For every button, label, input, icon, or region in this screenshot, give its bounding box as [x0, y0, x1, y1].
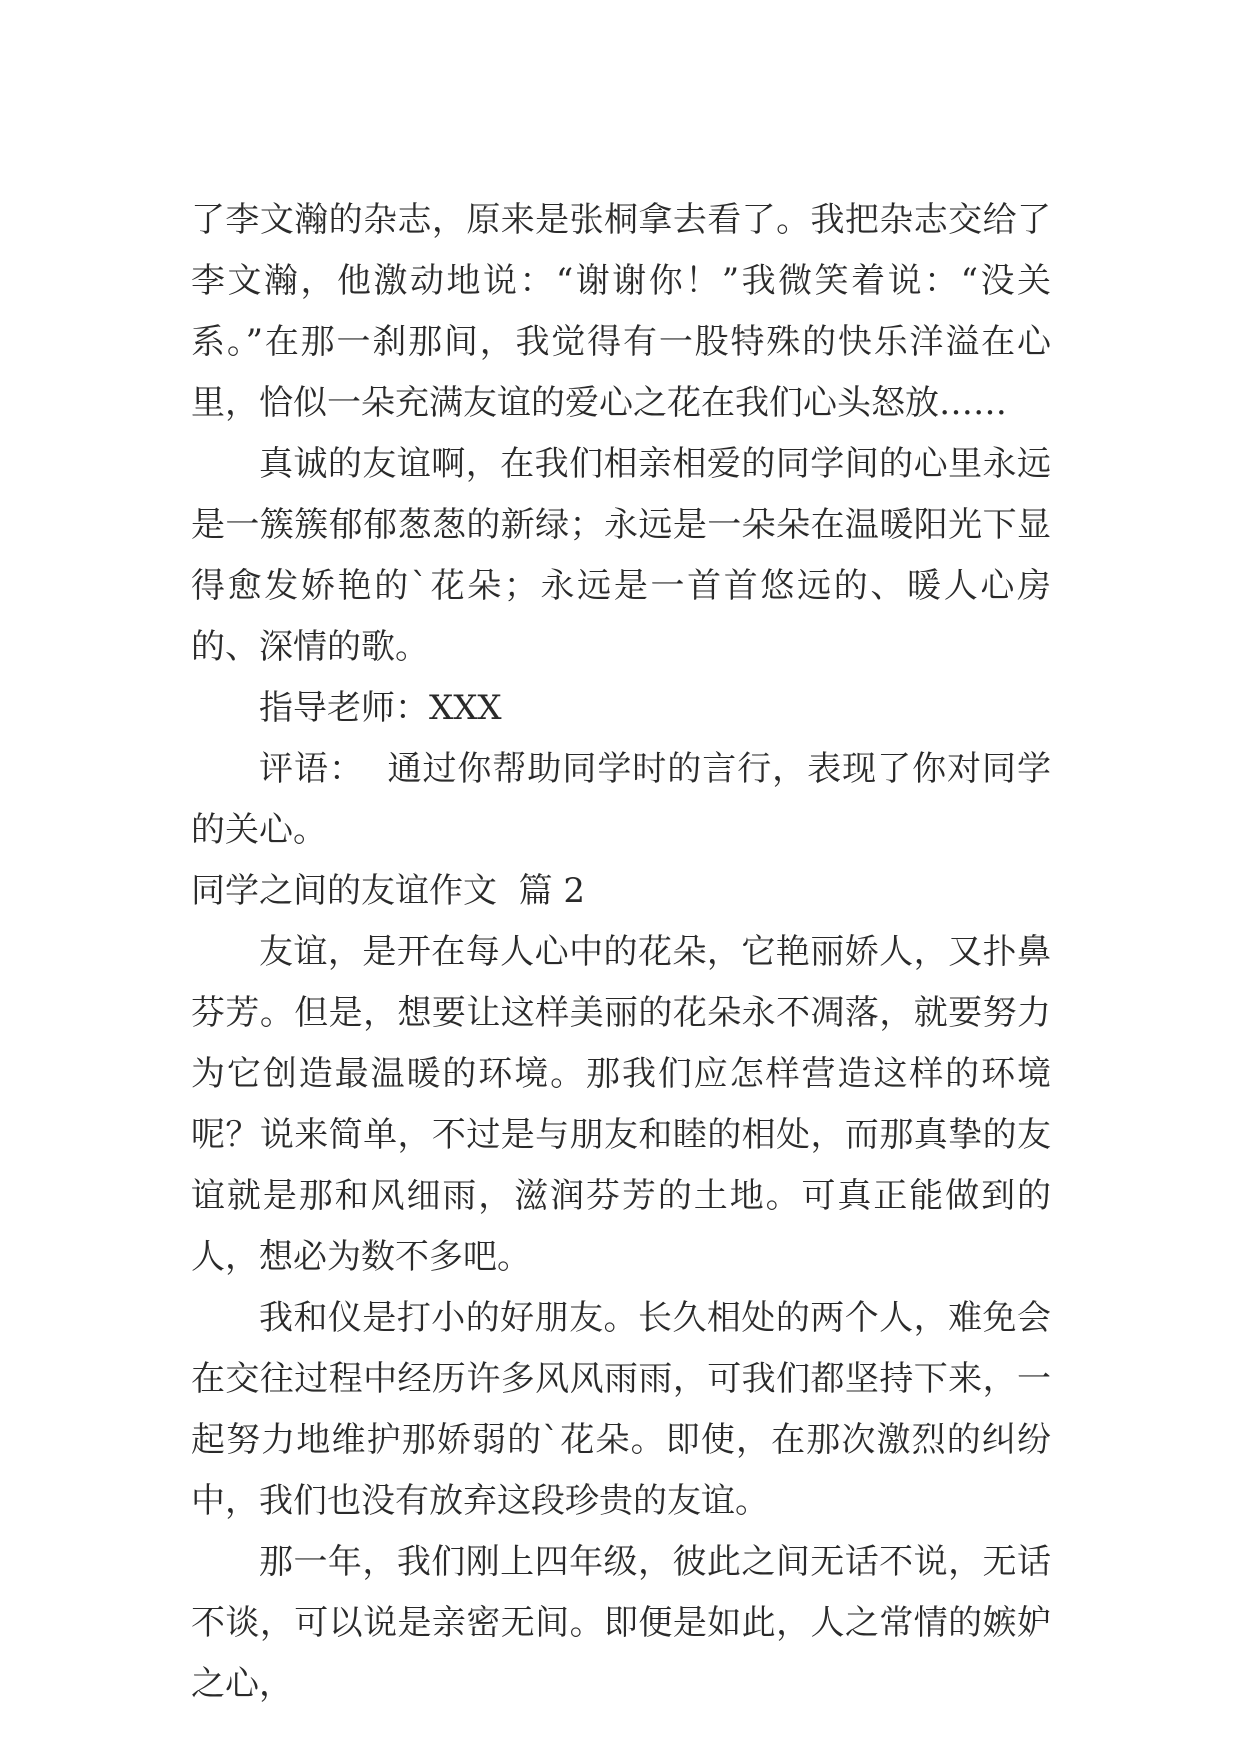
section-heading: 同学之间的友谊作文 篇 2	[191, 871, 586, 911]
paragraph-friendship-flower: 友谊，是开在每人心中的花朵，它艳丽娇人，又扑鼻芬芳。但是，想要让这样美丽的花朵永不凋落，就要努力为它创造最温暖的环境。那我们应怎样营造这样的环境呢？说来简单，不过是与朋友和睦的相处，而那真挚的友谊就是那和风细雨，滋润芬芳的土地。可真正能做到的人，想必为数不多吧。	[191, 932, 1051, 1277]
paragraph-continuation: 了李文瀚的杂志，原来是张桐拿去看了。我把杂志交给了李文瀚，他激动地说：“谢谢你！”我微笑着说：“没关系。”在那一刹那间，我觉得有一股特殊的快乐洋溢在心里，恰似一朵充满友谊的爱心之花在我们心头怒放……	[191, 200, 1051, 423]
teacher-comment: 评语： 通过你帮助同学时的言行，表现了你对同学的关心。	[191, 749, 1051, 850]
paragraph-childhood-friend: 我和仪是打小的好朋友。长久相处的两个人，难免会在交往过程中经历许多风风雨雨，可我们都坚持下来，一起努力地维护那娇弱的`花朵。即使，在那次激烈的纠纷中，我们也没有放弃这段珍贵的友谊。	[191, 1298, 1051, 1521]
teacher-signature: 指导老师：XXX	[259, 688, 502, 728]
paragraph-friendship-praise: 真诚的友谊啊，在我们相亲相爱的同学间的心里永远是一簇簇郁郁葱葱的新绿；永远是一朵朵在温暖阳光下显得愈发娇艳的`花朵；永远是一首首悠远的、暖人心房的、深情的歌。	[191, 444, 1051, 667]
document-body	[191, 190, 1051, 1715]
paragraph-fourth-grade: 那一年，我们刚上四年级，彼此之间无话不说，无话不谈，可以说是亲密无间。即便是如此，人之常情的嫉妒之心，	[191, 1542, 1051, 1704]
